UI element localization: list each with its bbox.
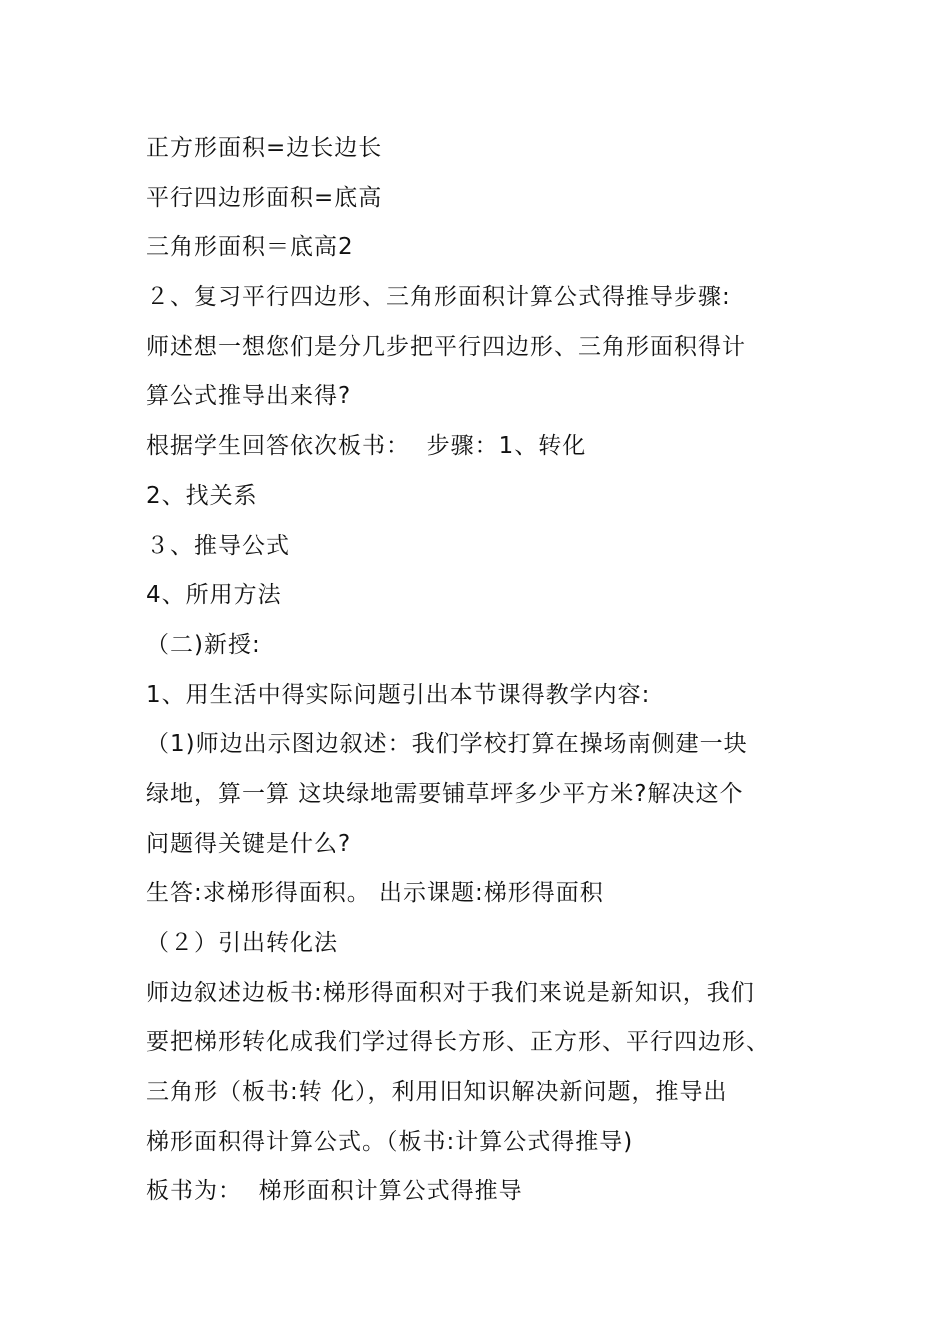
text-line-board-title: 板书为： 梯形面积计算公式得推导 [146,1178,523,1205]
text-line-parallelogram-area: 平行四边形面积=底高 [146,184,383,211]
text-line-conversion-heading: （２）引出转化法 [146,930,338,956]
text-line-student-answer: 生答:求梯形得面积。 出示课题:梯形得面积 [146,880,604,907]
text-line-review-heading: ２、复习平行四边形、三角形面积计算公式得推导步骤: [146,284,731,311]
text-line-step-2: 2、找关系 [146,482,258,509]
text-line-teacher-question-1: 师述想一想您们是分几步把平行四边形、三角形面积得计 [146,333,746,360]
text-line-teacher-narration-3: 问题得关键是什么? [146,830,352,857]
text-line-square-area: 正方形面积=边长边长 [146,135,383,161]
text-line-board-narration-4: 梯形面积得计算公式。（板书:计算公式得推导) [146,1128,634,1155]
text-line-step-3: ３、推导公式 [146,532,290,559]
text-line-teacher-narration-1: （1)师边出示图边叙述：我们学校打算在操场南侧建一块 [146,731,748,758]
text-line-teacher-question-2: 算公式推导出来得? [146,383,352,410]
text-line-intro-problem: 1、用生活中得实际问题引出本节课得教学内容: [146,681,651,708]
text-line-board-narration-1: 师边叙述边板书:梯形得面积对于我们来说是新知识，我们 [146,979,755,1006]
text-line-board-narration-3: 三角形（板书:转 化），利用旧知识解决新问题，推导出 [146,1079,728,1106]
text-line-steps-heading: 根据学生回答依次板书： 步骤：1、转化 [146,433,587,460]
text-line-board-narration-2: 要把梯形转化成我们学过得长方形、正方形、平行四边形、 [146,1029,770,1056]
text-line-step-4: 4、所用方法 [146,582,282,609]
text-line-triangle-area: 三角形面积＝底高2 [146,234,354,261]
text-line-teacher-narration-2: 绿地，算一算 这块绿地需要铺草坪多少平方米?解决这个 [146,780,744,807]
document-body [146,124,826,1217]
text-line-new-lesson-heading: （二)新授: [146,631,261,658]
